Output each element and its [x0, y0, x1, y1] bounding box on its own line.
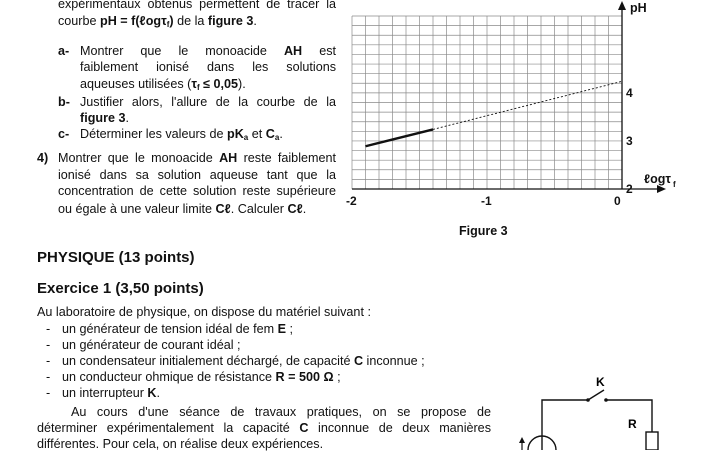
circuit-diagram [500, 370, 720, 450]
question-a-line-1: Montrer que le monoacide AH est [80, 44, 336, 58]
question-b-line-1: Justifier alors, l'allure de la courbe de la [80, 95, 336, 109]
question-c-label: c- [58, 127, 70, 141]
chart-series [366, 81, 623, 146]
question-b-label: b- [58, 95, 70, 109]
list-dash: - [46, 354, 51, 368]
section-title: PHYSIQUE (13 points) [37, 249, 195, 266]
intro-line-1: expérimentaux obtenus permettent de tracer la [58, 0, 336, 11]
equipment-text: un générateur de courant idéal ; [62, 338, 241, 352]
y-tick-label: 3 [626, 133, 633, 148]
question-4-line-1: Montrer que le monoacide AH reste faiblement [58, 151, 336, 165]
question-a-label: a- [58, 44, 70, 58]
chart-axes [352, 1, 666, 193]
y-axis-label: pH [630, 1, 647, 15]
question-a-line-3: aqueuses utilisées $(\tau_f \le 0,05)$. [80, 77, 246, 92]
y-tick-label: 2 [626, 182, 633, 196]
switch-k-contact-1 [586, 398, 590, 402]
equipment-text: un conducteur ohmique de résistance R = 500 Ω ; [62, 370, 341, 384]
x-axis-arrow-icon [657, 185, 666, 193]
y-tick-label: 4 [626, 85, 633, 100]
generator-arrowhead-icon [519, 437, 525, 443]
x-tick-label: -1 [481, 194, 492, 208]
switch-k-icon [588, 390, 604, 400]
y-axis-arrow-icon [618, 1, 626, 10]
chart-labels [346, 1, 676, 208]
resistor-label: R [628, 417, 637, 431]
chart-grid [352, 16, 622, 189]
question-4-line-2: ionisé dans sa solution aqueuse tant que la [58, 168, 336, 182]
switch-label: K [596, 375, 605, 389]
series-line-measured [366, 129, 434, 146]
question-b-line-2: figure 3. [80, 111, 129, 125]
circuit-wire-left [542, 400, 588, 450]
question-c-text: Déterminer les valeurs de $pK_a$ et $C_a$. [80, 127, 283, 142]
list-dash: - [46, 370, 51, 384]
list-dash: - [46, 338, 51, 352]
x-axis-label: ℓogτ [644, 172, 671, 186]
paragraph-line-3: différentes. Pour cela, on réalise deux expériences. [37, 437, 324, 451]
paragraph-line-1: Au cours d'une séance de travaux pratiques, on se propose de [71, 405, 491, 419]
chart-caption: Figure 3 [459, 224, 508, 238]
question-4-label: 4) [37, 151, 49, 165]
resistor-r-icon [646, 432, 658, 450]
question-4-line-3: concentration de cette solution reste supérieure [58, 184, 336, 198]
equipment-text: un générateur de tension idéal de fem E ; [62, 322, 294, 336]
list-dash: - [46, 386, 51, 400]
paragraph-line-2: déterminer expérimentalement la capacité C inconnue de deux manières [37, 421, 491, 435]
equipment-text: un condensateur initialement déchargé, de capacité C inconnue ; [62, 354, 425, 368]
question-a-line-2: faiblement ionisé dans les solutions [80, 60, 336, 74]
equipment-text: un interrupteur K. [62, 386, 161, 400]
x-axis-label-subscript: f [673, 180, 676, 189]
x-tick-label: -2 [346, 194, 357, 208]
exercise-lead: Au laboratoire de physique, on dispose du matériel suivant : [37, 305, 371, 319]
list-dash: - [46, 322, 51, 336]
exercise-title: Exercice 1 (3,50 points) [37, 280, 204, 297]
intro-line-2: courbe pH = f(ℓogτ$_f$) de la figure 3. [58, 14, 257, 29]
x-tick-label: 0 [614, 194, 621, 208]
question-4-line-4: ou égale à une valeur limite Cℓ. Calculer Cℓ. [58, 202, 307, 216]
